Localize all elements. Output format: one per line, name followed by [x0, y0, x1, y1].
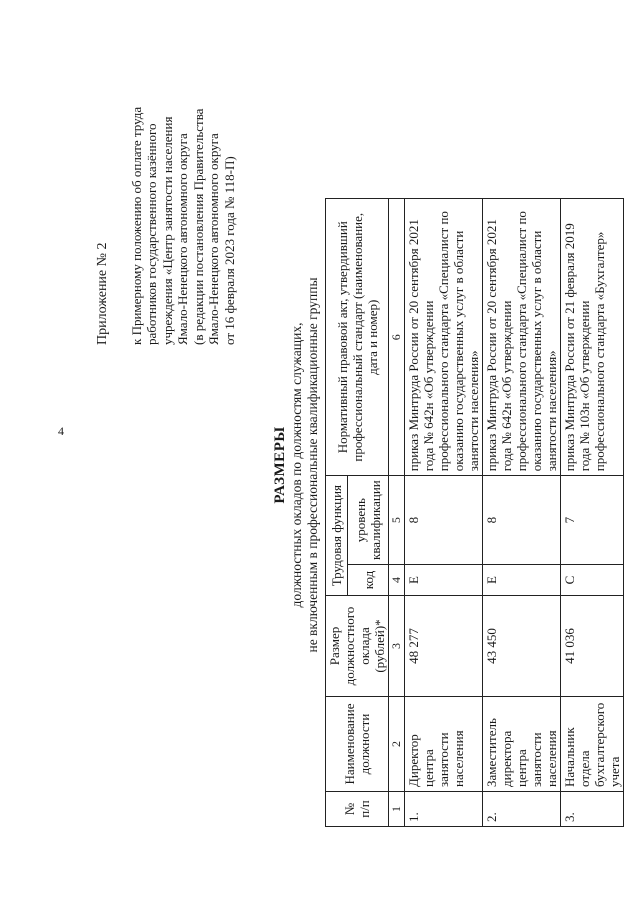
qualification-level: 7: [561, 476, 624, 565]
appendix-line: учреждения «Центр занятости населения: [159, 116, 175, 345]
salary-value: 41 036: [561, 596, 624, 697]
function-code: E: [483, 565, 561, 596]
header-labor-function: Трудовая функция: [326, 476, 348, 596]
heading-subtitle-line-1: должностных окладов по должностям служащих,: [289, 322, 304, 608]
salary-table: [325, 198, 624, 827]
salary-value: 43 450: [483, 596, 561, 697]
header-qualification-level: уровень квалификации: [348, 476, 389, 565]
page-number: 4: [58, 424, 64, 438]
position-name: Директор центра занятости населения: [405, 697, 483, 792]
row-num: 1.: [405, 792, 483, 827]
appendix-line: от 16 февраля 2023 года № 118-П): [221, 156, 237, 345]
position-name: Начальник отдела бухгалтерского учета: [561, 697, 624, 792]
header-code: код: [348, 565, 389, 596]
column-number: 4: [389, 565, 405, 596]
header-salary: Размер должностного оклада (рублей)*: [326, 596, 389, 697]
salary-value: 48 277: [405, 596, 483, 697]
legal-act: приказ Минтруда России от 20 сентября 2021 года № 642н «Об утверждении профессионального стандарта «Специалист по оказанию государственных услуг в области занятости населения»: [483, 199, 561, 476]
appendix-line: к Примерному положению об оплате труда: [128, 106, 144, 345]
table-row: [483, 199, 561, 827]
column-number: 5: [389, 476, 405, 565]
column-number: 1: [389, 792, 405, 827]
appendix-title: Приложение № 2: [95, 242, 110, 345]
table-row: [561, 199, 624, 827]
legal-act: приказ Минтруда России от 20 сентября 2021 года № 642н «Об утверждении профессионального стандарта «Специалист по оказанию государственных услуг в области занятости населения»: [405, 199, 483, 476]
row-num: 3.: [561, 792, 624, 827]
column-number: 2: [389, 697, 405, 792]
header-position-name: Наименование должности: [326, 697, 389, 792]
legal-act: приказ Минтруда России от 21 февраля 2019 года № 103н «Об утверждении профессионального стандарта «Бухгалтер»: [561, 199, 624, 476]
qualification-level: 8: [405, 476, 483, 565]
document-heading: [272, 277, 321, 653]
function-code: C: [561, 565, 624, 596]
header-legal-act: Нормативный правовой акт, утвердивший профессиональный стандарт (наименование, дата и номер): [326, 199, 389, 476]
column-number-row: [389, 199, 405, 827]
appendix-line: работников государственного казённого: [144, 123, 159, 345]
column-number: 6: [389, 199, 405, 476]
appendix-block: [95, 75, 237, 345]
function-code: E: [405, 565, 483, 596]
table-row: [405, 199, 483, 827]
header-num: № п/п: [326, 792, 389, 827]
row-num: 2.: [483, 792, 561, 827]
heading-title: РАЗМЕРЫ: [272, 426, 288, 504]
heading-subtitle-line-2: не включенным в профессиональные квалификационные группы: [305, 277, 320, 653]
position-name: Заместитель директора центра занятости населения: [483, 697, 561, 792]
appendix-line: Ямало-Ненецкого автономного округа: [206, 133, 221, 345]
column-number: 3: [389, 596, 405, 697]
qualification-level: 8: [483, 476, 561, 565]
appendix-line: Ямало-Ненецкого автономного округа: [175, 133, 190, 345]
appendix-line: (в редакции постановления Правительства: [190, 108, 206, 345]
